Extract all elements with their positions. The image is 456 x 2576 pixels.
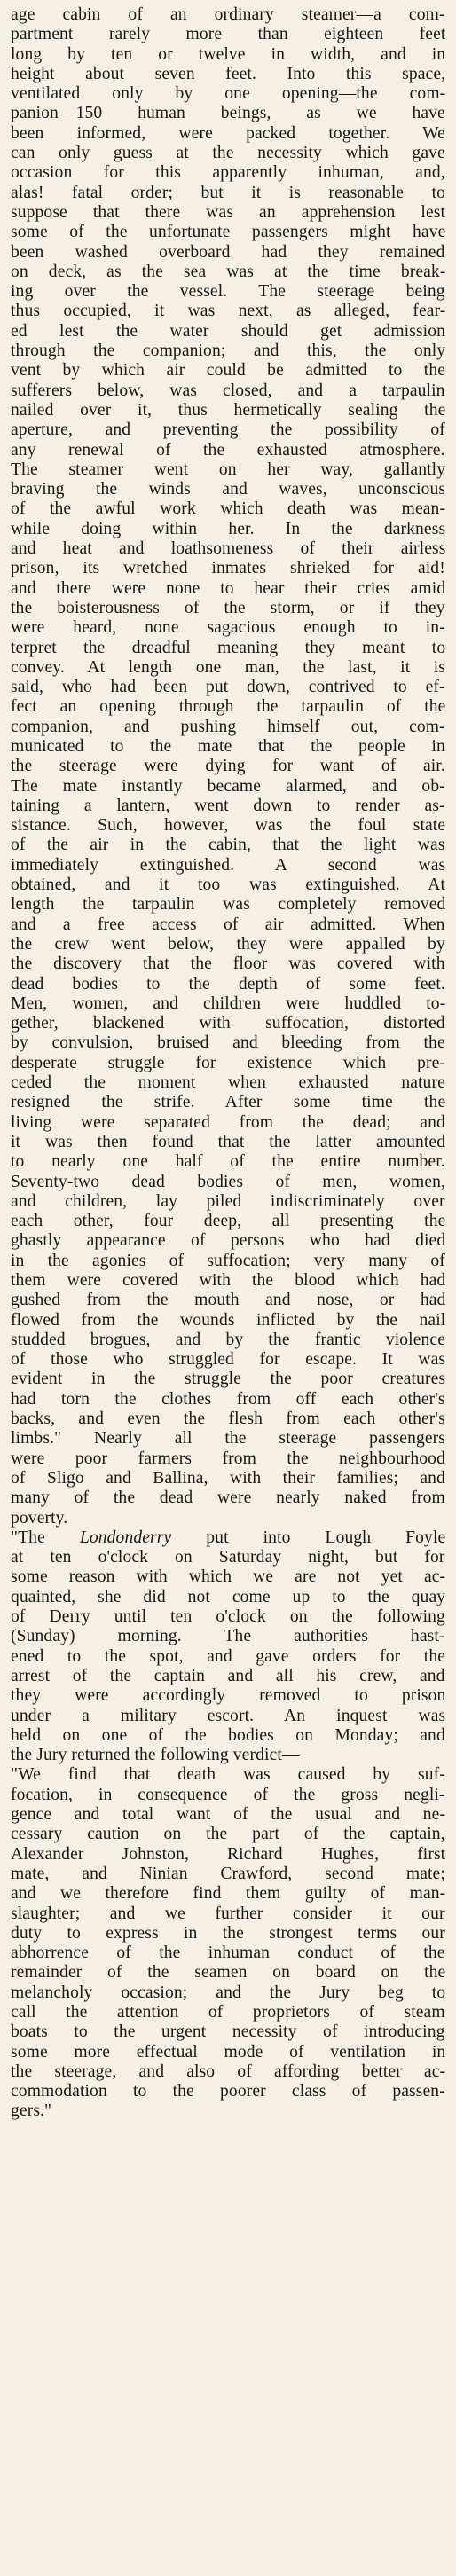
article-column (11, 5, 445, 2122)
article-line: vent by which air could be admitted to the (11, 361, 446, 381)
article-line: living were separated from the dead; and (11, 1112, 445, 1132)
article-line: by convulsion, bruised and bleeding from the (11, 1033, 445, 1053)
article-line: it was then found that the latter amounted (11, 1132, 446, 1151)
article-line: Alexander Johnston, Richard Hughes, first (11, 1844, 446, 1864)
article-line: length the tarpaulin was completely removed (11, 895, 446, 915)
article-line: had torn the clothes from off each other's (11, 1389, 445, 1409)
article-line: age cabin of an ordinary steamer—a com- (11, 5, 445, 24)
article-line: were poor farmers from the neighbourhood (11, 1449, 445, 1468)
article-line: mate, and Ninian Crawford, second mate; (11, 1864, 445, 1883)
article-line: commodation to the poorer class of passen- (11, 2082, 445, 2101)
article-line: quainted, she did not come up to the quay (11, 1587, 446, 1606)
article-line: cessary caution on the part of the captain, (11, 1825, 445, 1844)
article-line: obtained, and it too was extinguished. At (11, 876, 446, 895)
article-line: partment rarely more than eighteen feet (11, 25, 446, 44)
article-line: the Jury returned the following verdict— (11, 1746, 300, 1765)
article-line: the discovery that the floor was covered with (11, 954, 445, 974)
article-line: they were accordingly removed to prison (11, 1686, 446, 1706)
article-line: to nearly one half of the entire number. (11, 1152, 445, 1172)
article-line: ventilated only by one opening—the com- (11, 84, 446, 104)
article-paragraph (11, 5, 445, 1528)
article-paragraph (11, 1765, 445, 2121)
article-line: many of the dead were nearly naked from (11, 1488, 445, 1508)
article-line: terpret the dreadful meaning they meant to (11, 638, 446, 657)
article-line: melancholy occasion; and the Jury beg to (11, 1983, 446, 2002)
article-line: "We find that death was caused by suf- (11, 1765, 445, 1785)
article-line: held on one of the bodies on Monday; and (11, 1725, 445, 1745)
article-line: the boisterousness of the storm, or if they (11, 598, 445, 617)
article-line: each other, four deep, all presenting the (11, 1212, 446, 1231)
article-line: desperate struggle for existence which pre- (11, 1053, 446, 1072)
article-line: flowed from the wounds inflicted by the nail (11, 1310, 446, 1330)
article-line: the steerage were dying for want of air. (11, 757, 445, 776)
article-line: and a free access of air admitted. When (11, 915, 445, 934)
article-line: evident in the struggle the poor creatures (11, 1370, 446, 1389)
article-line: long by ten or twelve in width, and in (11, 44, 446, 64)
article-line: the crew went below, they were appalled by (11, 934, 445, 954)
article-line: can only guess at the necessity which gave (11, 144, 445, 163)
article-line: gence and total want of the usual and ne- (11, 1805, 446, 1825)
article-line: convey. At length one man, the last, it is (11, 657, 446, 677)
article-line: height about seven feet. Into this space, (11, 64, 446, 83)
article-line: of those who struggled for escape. It was (11, 1350, 446, 1370)
article-line: gers." (11, 2101, 52, 2121)
article-line: and children, lay piled indiscriminately over (11, 1191, 445, 1211)
article-line: suppose that there was an apprehension lest (11, 202, 446, 222)
article-line: them were covered with the blood which had (11, 1271, 446, 1290)
article-line: taining a lantern, went down to render as- (11, 796, 445, 815)
article-line: of Derry until ten o'clock on the following (11, 1607, 445, 1627)
article-line: aperture, and preventing the possibility of (11, 420, 445, 440)
article-line: dead bodies to the depth of some feet. (11, 974, 445, 993)
article-line: of the awful work which death was mean- (11, 499, 446, 519)
article-line: companion, and pushing himself out, com- (11, 717, 445, 736)
article-line: thus occupied, it was next, as alleged, fear- (11, 302, 446, 321)
article-line: prison, its wretched inmates shrieked for aid! (11, 559, 445, 578)
article-line: Men, women, and children were huddled to- (11, 993, 446, 1013)
article-line: and there were none to hear their cries amid (11, 578, 446, 598)
article-line: ghastly appearance of persons who had died (11, 1231, 446, 1251)
article-line: slaughter; and we further consider it our (11, 1904, 445, 1923)
article-line: gether, blackened with suffocation, distorted (11, 1014, 445, 1033)
article-line: said, who had been put down, contrived to ef- (11, 678, 445, 697)
article-line: resigned the strife. After some time the (11, 1093, 446, 1112)
article-line: sistance. Such, however, was the foul state (11, 816, 446, 836)
article-line: ceded the moment when exhausted nature (11, 1073, 445, 1093)
article-line: alas! fatal order; but it is reasonable to (11, 183, 446, 202)
article-line: sufferers below, was closed, and a tarpaulin (11, 381, 445, 400)
article-line: any renewal of the exhausted atmosphere. (11, 440, 445, 459)
article-line: at ten o'clock on Saturday night, but for (11, 1548, 445, 1567)
article-line: in the agonies of suffocation; very many of (11, 1251, 445, 1270)
article-line: The mate instantly became alarmed, and ob- (11, 776, 445, 796)
article-line: remainder of the seamen on board on the (11, 1963, 446, 1983)
article-line: some reason with which we are not yet ac- (11, 1567, 446, 1587)
article-line: backs, and even the flesh from each other's (11, 1410, 445, 1429)
article-line: panion—150 human beings, as we have (11, 104, 445, 123)
article-line: been informed, were packed together. We (11, 123, 445, 143)
article-line: the steerage, and also of affording better ac- (11, 2062, 446, 2081)
article-line: Seventy-two dead bodies of men, women, (11, 1172, 446, 1191)
article-line: were heard, none sagacious enough to in- (11, 618, 445, 638)
article-line: arrest of the captain and all his crew, and (11, 1666, 445, 1685)
article-line: abhorrence of the inhuman conduct of the (11, 1944, 445, 1963)
article-line: poverty. (11, 1508, 68, 1528)
article-line: immediately extinguished. A second was (11, 855, 446, 875)
article-line: ing over the vessel. The steerage being (11, 282, 445, 302)
article-line: "The Londonderry put into Lough Foyle (11, 1528, 446, 1547)
article-line: municated to the mate that the people in (11, 736, 445, 756)
article-line: gushed from the mouth and nose, or had (11, 1291, 446, 1310)
article-line: duty to express in the strongest terms our (11, 1923, 445, 1943)
article-line: and we therefore find them guilty of man- (11, 1884, 446, 1904)
article-line: and heat and loathsomeness of their airless (11, 539, 446, 559)
article-line: nailed over it, thus hermetically sealing the (11, 400, 446, 420)
article-line: occasion for this apparently inhuman, and, (11, 163, 445, 183)
article-line: studded brogues, and by the frantic violence (11, 1330, 445, 1349)
article-line: through the companion; and this, the only (11, 342, 446, 361)
article-line: some of the unfortunate passengers might have (11, 223, 446, 242)
article-line: ened to the spot, and gave orders for the (11, 1646, 446, 1666)
article-line: some more effectual mode of ventilation in (11, 2042, 446, 2062)
article-line: of the air in the cabin, that the light was (11, 836, 445, 855)
article-line: been washed overboard had they remained (11, 242, 445, 262)
ship-name: Londonderry (79, 1528, 172, 1547)
article-line: boats to the urgent necessity of introducing (11, 2022, 445, 2042)
article-line: call the attention of proprietors of steam (11, 2002, 445, 2022)
article-line: of Sligo and Ballina, with their families; and (11, 1468, 445, 1488)
article-line: under a military escort. An inquest was (11, 1706, 446, 1725)
article-line: braving the winds and waves, unconscious (11, 480, 446, 499)
article-paragraph (11, 1528, 445, 1766)
article-line: The steamer went on her way, gallantly (11, 459, 446, 479)
article-line: on deck, as the sea was at the time break- (11, 262, 446, 281)
article-line: limbs." Nearly all the steerage passengers (11, 1429, 446, 1449)
article-line: while doing within her. In the darkness (11, 519, 446, 538)
article-line: (Sunday) morning. The authorities hast- (11, 1627, 445, 1646)
article-line: focation, in consequence of the gross negli- (11, 1785, 445, 1804)
article-line: ed lest the water should get admission (11, 321, 446, 341)
article-line: fect an opening through the tarpaulin of the (11, 697, 446, 717)
